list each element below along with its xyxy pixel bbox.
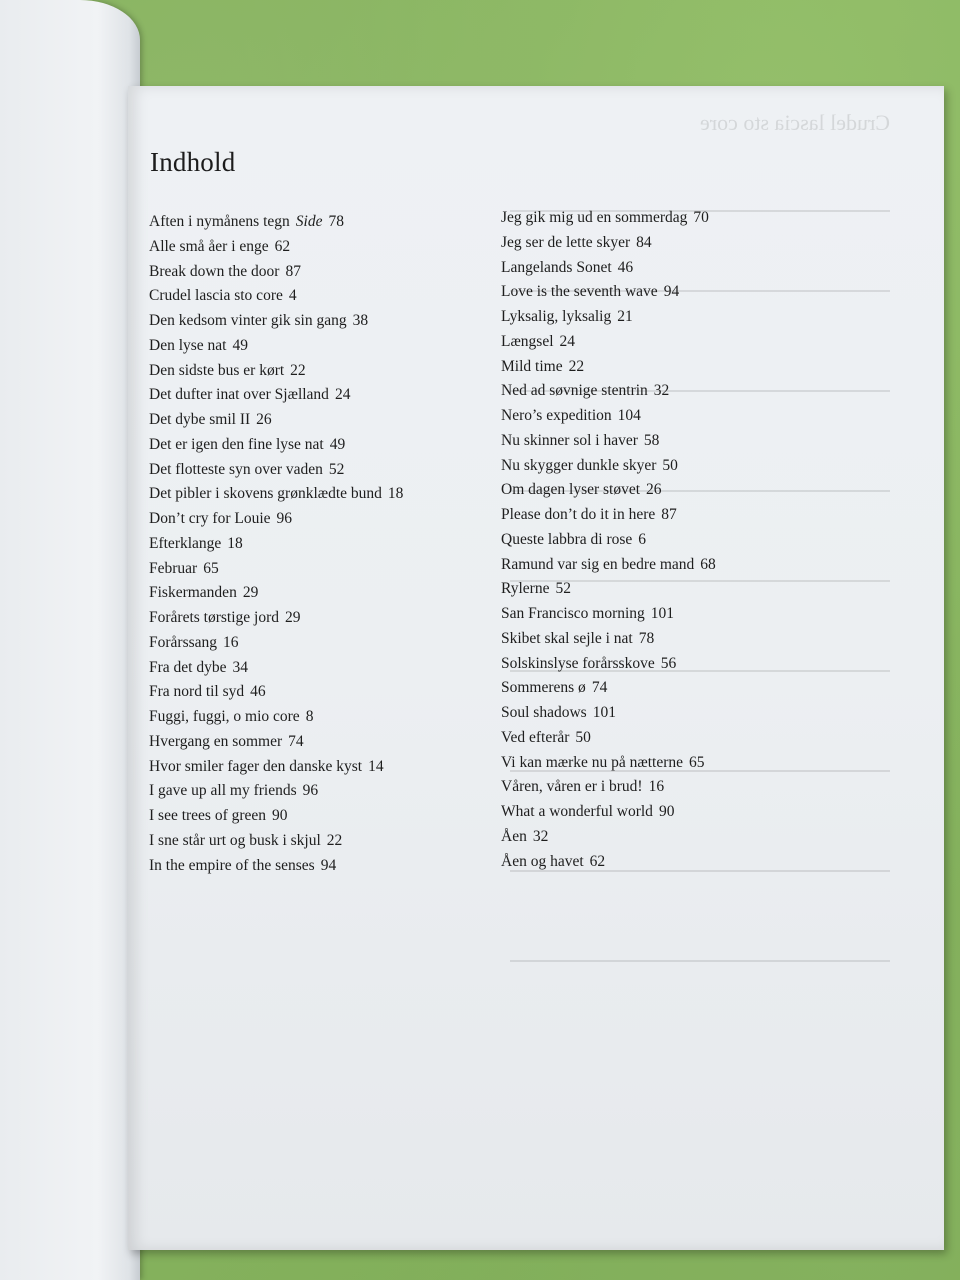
contents-entry — [149, 532, 403, 557]
entry-title: I sne står urt og busk i skjul — [149, 831, 321, 849]
entry-page-number: 94 — [663, 283, 680, 301]
contents-entry — [149, 557, 403, 582]
entry-title: Lyksalig, lyksalig — [501, 308, 612, 325]
entry-title: Ned ad søvnige stentrin — [501, 382, 648, 400]
entry-page-number: 74 — [591, 679, 608, 697]
contents-entry — [501, 478, 716, 503]
contents-entry — [501, 850, 716, 875]
contents-entry — [501, 429, 716, 454]
contents-entry — [501, 355, 716, 380]
entry-title: Det flotteste syn over vaden — [149, 460, 323, 478]
entry-title: What a wonderful world — [501, 803, 653, 820]
contents-entry — [149, 755, 403, 780]
entry-page-number: 49 — [329, 435, 346, 453]
contents-entry — [501, 280, 716, 305]
entry-title: Februar — [149, 559, 198, 577]
entry-title: Det pibler i skovens grønklædte bund — [149, 485, 382, 503]
contents-entry — [501, 825, 716, 850]
entry-page-number: 87 — [661, 506, 677, 523]
entry-title: Queste labbra di rose — [501, 530, 633, 548]
entry-page-number: 87 — [285, 262, 301, 280]
contents-entry — [501, 231, 716, 256]
contents-entry — [149, 433, 403, 458]
entry-title: Fiskermanden — [149, 584, 237, 602]
entry-title: Fuggi, fuggi, o mio core — [149, 708, 300, 725]
entry-title: Den sidste bus er kørt — [149, 361, 285, 379]
entry-page-number: 96 — [276, 510, 293, 527]
entry-page-number: 24 — [559, 332, 576, 350]
contents-entry — [501, 701, 716, 726]
contents-entry — [501, 454, 716, 479]
contents-entry — [149, 854, 403, 879]
entry-title: Det dufter inat over Sjælland — [149, 386, 329, 404]
entry-page-number: 26 — [256, 411, 272, 428]
entry-page-number: 38 — [352, 312, 369, 329]
entry-title: Please don’t do it in here — [501, 506, 656, 523]
entry-page-number: 49 — [232, 336, 248, 354]
entry-page-number: 46 — [250, 683, 266, 701]
entry-title: Soul shadows — [501, 704, 587, 721]
entry-page-number: 62 — [589, 852, 606, 870]
contents-entry — [501, 726, 716, 751]
contents-entry — [149, 260, 403, 285]
contents-list-left — [149, 210, 403, 878]
entry-title: Nu skygger dunkle skyer — [501, 456, 657, 474]
entry-page-number: 34 — [232, 658, 248, 676]
entry-page-number: 78 — [328, 213, 344, 230]
contents-entry — [149, 829, 403, 854]
entry-title: Vi kan mærke nu på nætterne — [501, 753, 684, 771]
entry-title: Ved efterår — [501, 728, 570, 746]
entry-title: Crudel lascia sto core — [149, 287, 283, 305]
entry-page-number: 46 — [617, 258, 634, 276]
entry-page-number: 90 — [272, 807, 288, 824]
entry-title: Rylerne — [501, 580, 550, 598]
entry-title: Break down the door — [149, 262, 280, 280]
contents-entry — [149, 309, 403, 334]
entry-title: Åen og havet — [501, 852, 584, 870]
entry-title: Forårets tørstige jord — [149, 609, 280, 626]
entry-title: In the empire of the senses — [149, 856, 315, 874]
entry-title: Langelands Sonet — [501, 258, 612, 276]
entry-title: Efterklange — [149, 534, 222, 552]
entry-page-number: 6 — [638, 530, 647, 548]
entry-page-number: 22 — [290, 361, 306, 379]
entry-title: Ramund var sig en bedre mand — [501, 555, 695, 573]
contents-entry — [501, 305, 716, 330]
entry-title: Den kedsom vinter gik sin gang — [149, 312, 347, 329]
entry-page-number: 29 — [242, 584, 259, 602]
contents-entry — [149, 705, 403, 730]
entry-title: Love is the seventh wave — [501, 283, 658, 301]
entry-page-number: 4 — [288, 287, 297, 305]
contents-entry — [501, 627, 716, 652]
contents-entry — [149, 680, 403, 705]
contents-entry — [501, 800, 716, 825]
entry-page-number: 22 — [326, 831, 343, 849]
entry-page-number: 96 — [302, 782, 319, 800]
contents-entry — [149, 383, 403, 408]
entry-page-number: 56 — [660, 654, 677, 672]
contents-entry — [501, 528, 716, 553]
contents-entry — [149, 408, 403, 433]
entry-page-number: 21 — [617, 308, 633, 325]
entry-page-number: 52 — [328, 460, 345, 478]
entry-page-number: 18 — [387, 485, 404, 503]
entry-title: Hvergang en sommer — [149, 732, 283, 750]
entry-title: Sommerens ø — [501, 679, 586, 697]
entry-page-number: 65 — [689, 753, 705, 771]
contents-entry — [149, 804, 403, 829]
contents-entry — [149, 581, 403, 606]
left-page-edge — [0, 0, 140, 1280]
entry-page-number: 29 — [285, 609, 301, 626]
contents-entry — [149, 656, 403, 681]
entry-page-number: 32 — [653, 382, 670, 400]
entry-title: Jeg gik mig ud en sommerdag — [501, 209, 688, 226]
entry-title: Om dagen lyser støvet — [501, 481, 641, 499]
contents-entry — [501, 330, 716, 355]
entry-page-number: 94 — [320, 856, 337, 874]
entry-page-number: 58 — [643, 431, 660, 449]
entry-page-number: 24 — [334, 386, 351, 404]
entry-title: Jeg ser de lette skyer — [501, 233, 631, 251]
contents-entry — [501, 404, 716, 429]
side-label: Side — [295, 213, 323, 230]
entry-page-number: 62 — [274, 237, 291, 255]
entry-title: Don’t cry for Louie — [149, 510, 271, 527]
contents-entry — [501, 602, 716, 627]
entry-title: Nu skinner sol i haver — [501, 431, 638, 449]
entry-page-number: 22 — [568, 357, 585, 375]
entry-page-number: 14 — [368, 757, 384, 775]
contents-entry — [501, 379, 716, 404]
entry-title: Åen — [501, 827, 527, 845]
entry-title: Solskinslyse forårsskove — [501, 654, 655, 672]
entry-page-number: 16 — [648, 778, 665, 796]
entry-page-number: 52 — [555, 580, 571, 598]
contents-entry — [149, 458, 403, 483]
entry-page-number: 101 — [650, 605, 675, 622]
contents-entry — [501, 503, 716, 528]
contents-entry — [149, 284, 403, 309]
entry-title: I gave up all my friends — [149, 782, 297, 800]
contents-entry — [501, 775, 716, 800]
entry-page-number: 78 — [638, 629, 655, 647]
contents-entry — [501, 652, 716, 677]
contents-entry — [149, 334, 403, 359]
contents-entry — [149, 730, 403, 755]
entry-page-number: 8 — [305, 708, 314, 725]
entry-title: Mild time — [501, 357, 563, 375]
entry-title: Nero’s expedition — [501, 407, 612, 424]
contents-entry — [501, 206, 716, 231]
contents-entry — [501, 676, 716, 701]
entry-title: Hvor smiler fager den danske kyst — [149, 757, 363, 775]
contents-entry — [501, 256, 716, 281]
entry-title: Det dybe smil II — [149, 411, 251, 428]
contents-entry — [149, 359, 403, 384]
entry-page-number: 50 — [575, 728, 591, 746]
entry-page-number: 74 — [288, 732, 304, 750]
entry-page-number: 90 — [658, 803, 675, 820]
entry-title: San Francisco morning — [501, 605, 645, 622]
entry-page-number: 101 — [592, 704, 616, 721]
entry-title: Våren, våren er i brud! — [501, 778, 643, 796]
entry-title: Den lyse nat — [149, 336, 227, 354]
entry-page-number: 50 — [662, 456, 678, 474]
contents-entry — [149, 779, 403, 804]
contents-entry — [501, 553, 716, 578]
entry-page-number: 26 — [646, 481, 662, 499]
contents-entry — [501, 751, 716, 776]
page-title: Indhold — [150, 147, 236, 177]
contents-entry — [149, 507, 403, 532]
contents-entry — [149, 482, 403, 507]
entry-page-number: 16 — [223, 633, 239, 651]
contents-list-right — [501, 206, 716, 874]
contents-entry — [149, 235, 403, 260]
entry-title: Fra nord til syd — [149, 683, 245, 701]
entry-page-number: 68 — [700, 555, 716, 573]
entry-title: Aften i nymånens tegn — [149, 213, 290, 230]
entry-title: Skibet skal sejle i nat — [501, 629, 633, 647]
entry-title: Længsel — [501, 332, 554, 350]
entry-title: I see trees of green — [149, 807, 267, 824]
entry-title: Forårssang — [149, 633, 218, 651]
entry-page-number: 18 — [227, 534, 243, 552]
entry-title: Det er igen den fine lyse nat — [149, 435, 324, 453]
entry-page-number: 84 — [636, 233, 652, 251]
entry-title: Alle små åer i enge — [149, 237, 269, 255]
entry-page-number: 32 — [532, 827, 549, 845]
entry-page-number: 104 — [617, 407, 641, 424]
contents-entry — [501, 577, 716, 602]
entry-page-number: 70 — [693, 209, 709, 226]
contents-entry — [149, 631, 403, 656]
entry-page-number: 65 — [203, 559, 219, 577]
entry-title: Fra det dybe — [149, 658, 227, 676]
contents-entry — [149, 210, 403, 235]
contents-entry — [149, 606, 403, 631]
